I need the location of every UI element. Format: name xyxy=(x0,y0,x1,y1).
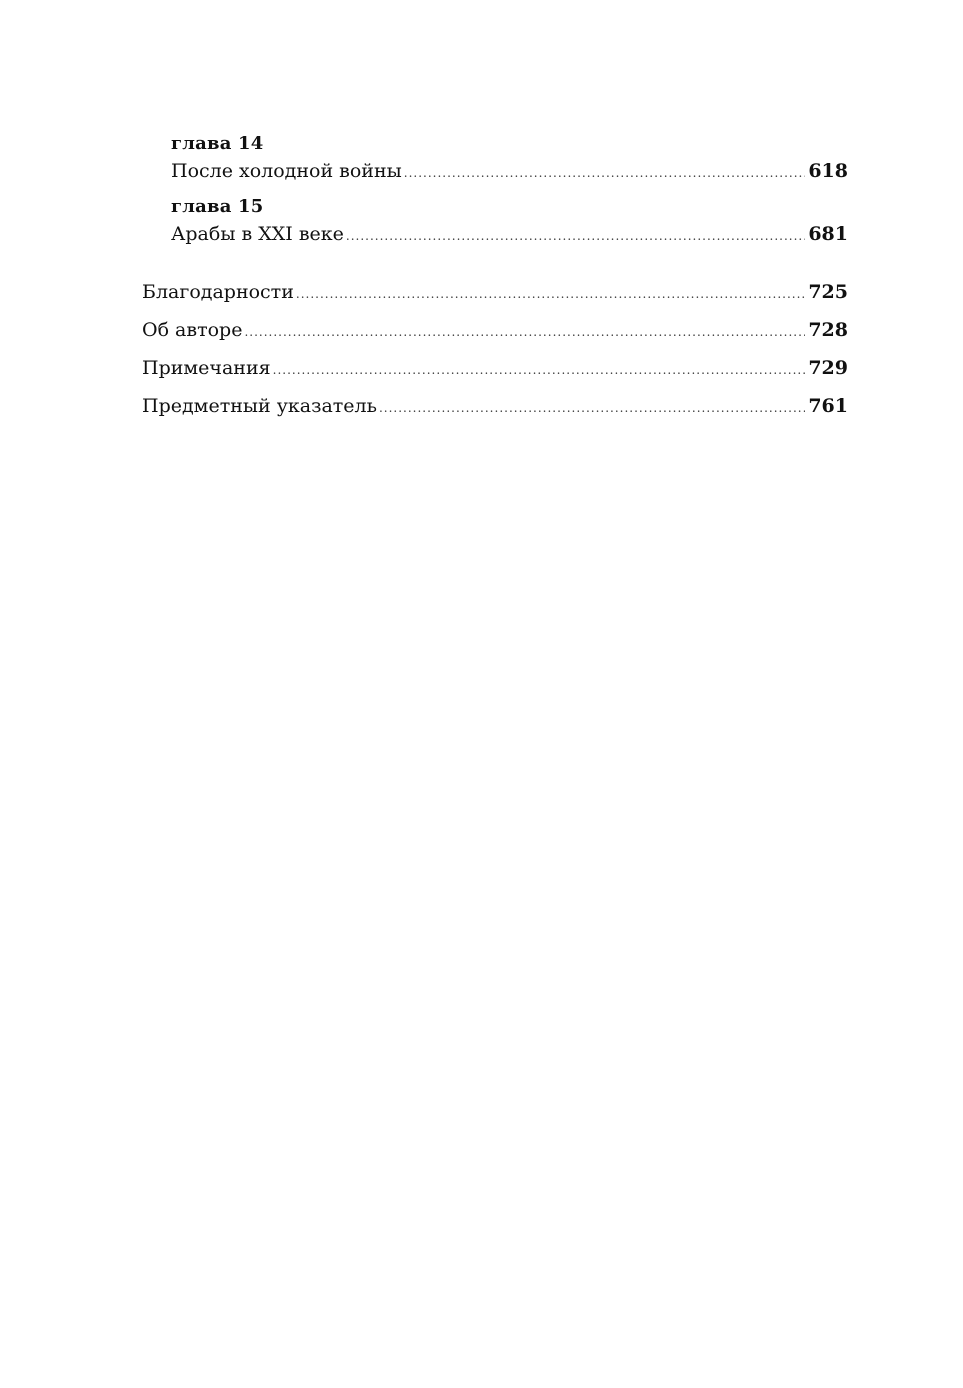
entry-title: Предметный указатель xyxy=(142,395,377,417)
toc-entry-subject-index[interactable] xyxy=(142,387,848,425)
toc-chapter-14 xyxy=(171,131,848,185)
toc-entry[interactable] xyxy=(171,157,848,185)
toc-entry-about-author[interactable] xyxy=(142,311,848,349)
dot-leader xyxy=(404,159,806,187)
entry-title: После холодной войны xyxy=(171,160,402,182)
dot-leader xyxy=(273,351,806,389)
dot-leader xyxy=(379,389,805,427)
entry-title: Арабы в XXI веке xyxy=(171,223,344,245)
chapter-label: глава 15 xyxy=(171,196,264,217)
dot-leader xyxy=(244,313,805,351)
dot-leader xyxy=(296,275,805,313)
entry-title: Благодарности xyxy=(142,281,294,303)
toc-chapter-15 xyxy=(171,194,848,248)
toc-entry-notes[interactable] xyxy=(142,349,848,387)
page-number: 728 xyxy=(808,319,848,341)
table-of-contents xyxy=(142,131,848,425)
page-number: 618 xyxy=(808,160,848,182)
toc-entry-acknowledgements[interactable] xyxy=(142,273,848,311)
page-number: 761 xyxy=(808,395,848,417)
page-number: 729 xyxy=(808,357,848,379)
back-matter-list xyxy=(142,273,848,425)
dot-leader xyxy=(346,222,805,250)
toc-entry[interactable] xyxy=(171,220,848,248)
page-number: 681 xyxy=(808,223,848,245)
entry-title: Примечания xyxy=(142,357,271,379)
page-number: 725 xyxy=(808,281,848,303)
chapter-label: глава 14 xyxy=(171,133,264,154)
entry-title: Об авторе xyxy=(142,319,243,341)
